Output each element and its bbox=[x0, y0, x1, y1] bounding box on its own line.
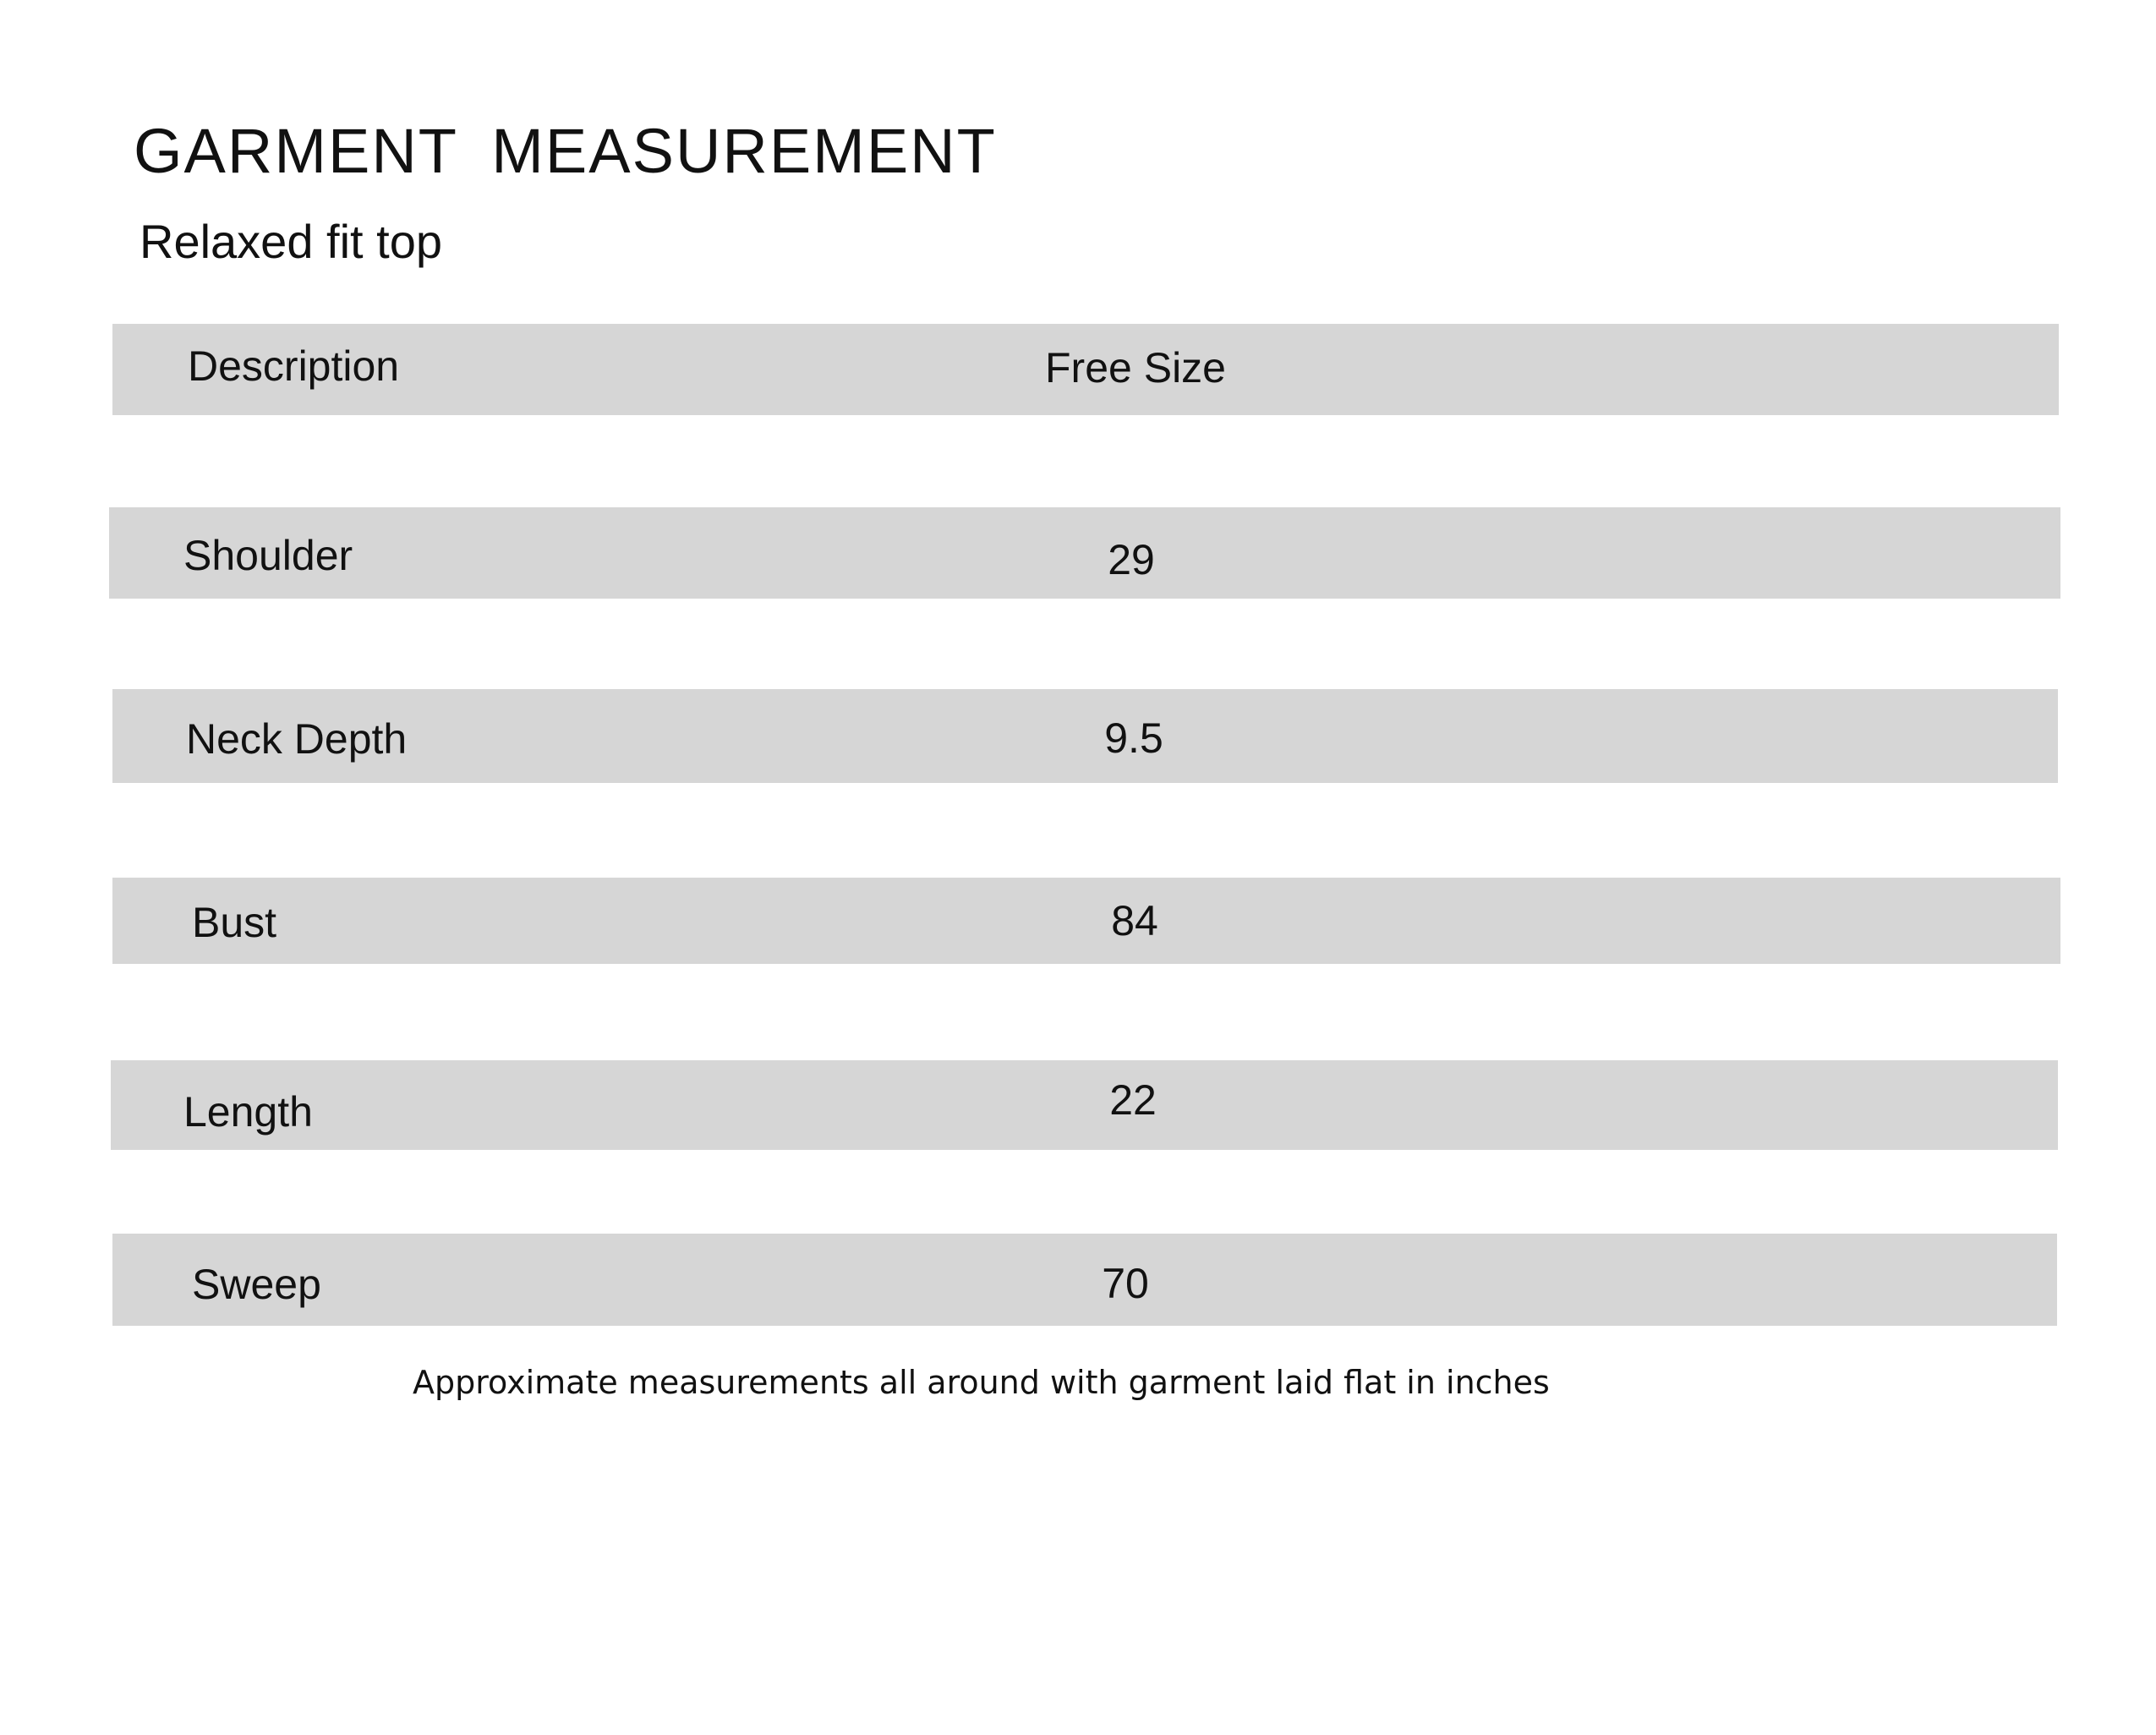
row-label-bust: Bust bbox=[192, 899, 277, 946]
header-description-label: Description bbox=[188, 342, 400, 390]
row-value-length: 22 bbox=[1109, 1076, 1157, 1124]
page-subtitle: Relaxed fit top bbox=[140, 215, 442, 268]
table-row bbox=[112, 1234, 2057, 1326]
table-row bbox=[112, 878, 2060, 964]
row-label-length: Length bbox=[183, 1088, 313, 1136]
table-row bbox=[109, 507, 2060, 599]
page-title: GARMENT MEASUREMENT bbox=[134, 116, 997, 186]
row-value-neck-depth: 9.5 bbox=[1104, 714, 1163, 762]
row-label-sweep: Sweep bbox=[192, 1261, 321, 1308]
header-size-label: Free Size bbox=[1045, 344, 1226, 391]
row-value-shoulder: 29 bbox=[1108, 536, 1155, 583]
row-label-neck-depth: Neck Depth bbox=[186, 715, 408, 763]
table-row bbox=[111, 1060, 2058, 1150]
row-value-bust: 84 bbox=[1111, 897, 1158, 944]
row-value-sweep: 70 bbox=[1102, 1260, 1149, 1307]
row-label-shoulder: Shoulder bbox=[183, 532, 353, 579]
footnote: Approximate measurements all around with garment laid flat in inches bbox=[413, 1364, 1550, 1401]
